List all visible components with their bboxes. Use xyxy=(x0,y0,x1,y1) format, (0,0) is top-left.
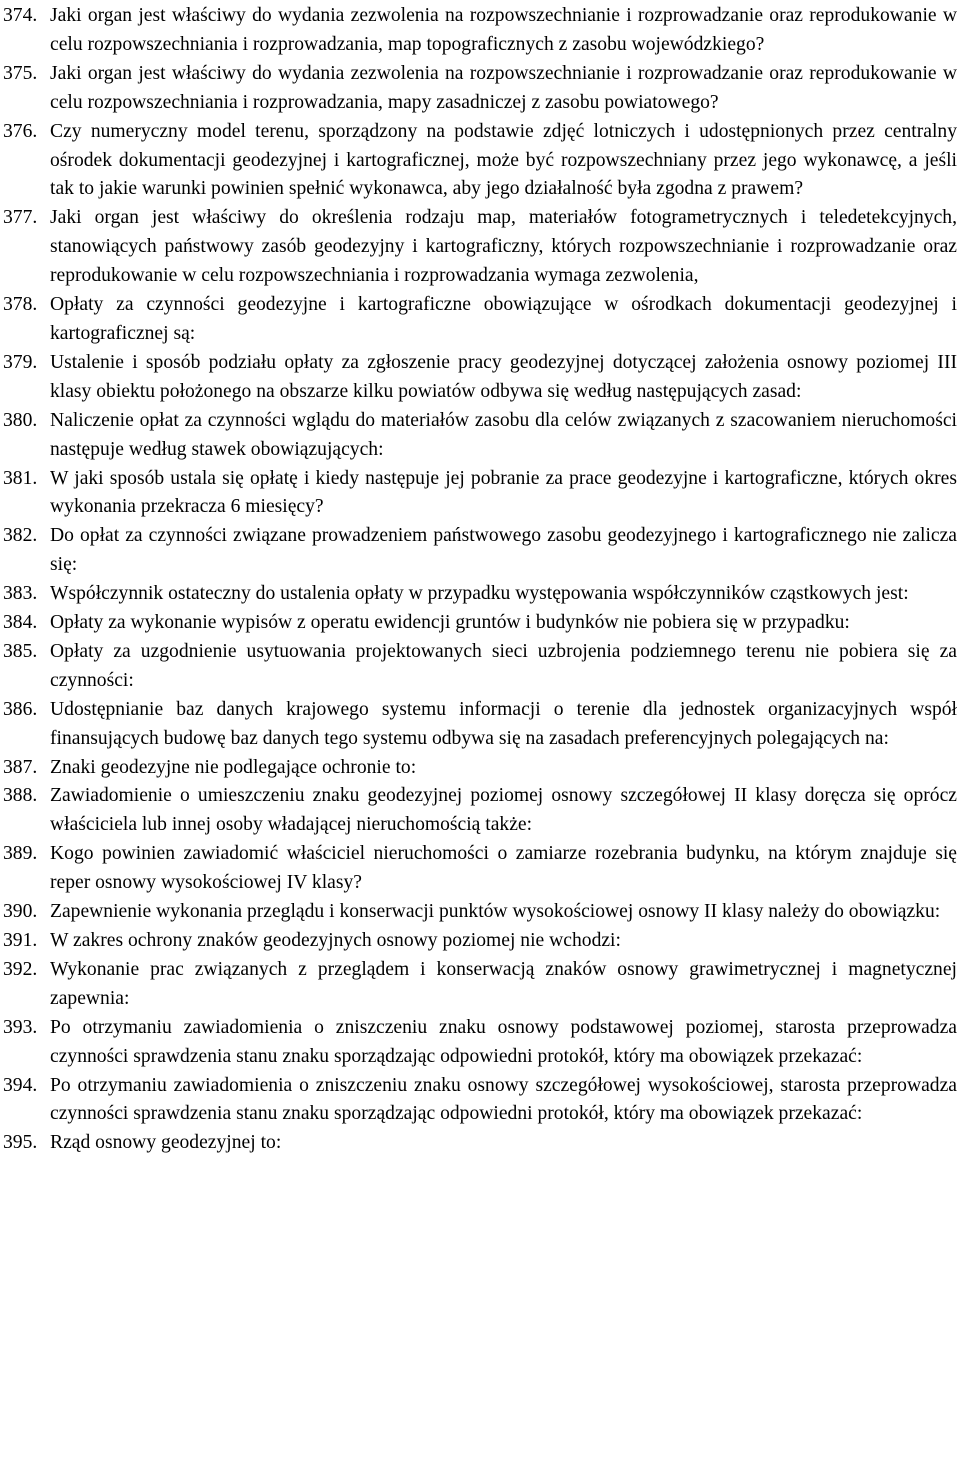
question-item xyxy=(3,840,957,898)
question-number: 379. xyxy=(3,351,38,373)
question-text: Jaki organ jest właściwy do wydania zezwolenia na rozpowszechnianie i rozprowadzanie oraz reprodukowanie w celu rozpowszechniania i rozprowadzania, mapy zasadniczej z zasobu powiatowego? xyxy=(50,62,957,113)
question-text: Zawiadomienie o umieszczeniu znaku geodezyjnej poziomej osnowy szczegółowej II klasy doręcza się oprócz właściciela lub innej osoby władającej nieruchomością także: xyxy=(50,785,957,836)
question-item xyxy=(3,754,957,783)
question-number: 394. xyxy=(3,1074,38,1096)
question-item xyxy=(3,1129,957,1158)
question-text: Znaki geodezyjne nie podlegające ochronie to: xyxy=(50,756,417,778)
question-number: 376. xyxy=(3,120,38,142)
question-number: 385. xyxy=(3,640,38,662)
question-text: Rząd osnowy geodezyjnej to: xyxy=(50,1132,282,1154)
question-text: Kogo powinien zawiadomić właściciel nieruchomości o zamiarze rozebrania budynku, na którym znajduje się reper osnowy wysokościowej IV klasy? xyxy=(50,843,957,894)
question-number: 386. xyxy=(3,698,38,720)
question-text: Wykonanie prac związanych z przeglądem i konserwacją znaków osnowy grawimetrycznej i magnetycznej zapewnia: xyxy=(50,958,957,1009)
question-text: Współczynnik ostateczny do ustalenia opłaty w przypadku występowania współczynników cząstkowych jest: xyxy=(50,583,909,605)
question-text: Jaki organ jest właściwy do wydania zezwolenia na rozpowszechnianie i rozprowadzanie oraz reprodukowanie w celu rozpowszechniania i rozprowadzania, map topograficznych z zasobu wojewódzkiego? xyxy=(50,5,957,55)
question-text: Do opłat za czynności związane prowadzeniem państwowego zasobu geodezyjnego i kartograficznego nie zalicza się: xyxy=(50,525,957,576)
question-item xyxy=(3,1072,957,1130)
question-number: 395. xyxy=(3,1132,38,1154)
question-item xyxy=(3,609,957,638)
question-number: 388. xyxy=(3,785,38,807)
question-number: 391. xyxy=(3,930,38,951)
question-number: 392. xyxy=(3,958,38,980)
question-item xyxy=(3,60,957,118)
question-item xyxy=(3,927,957,956)
question-item xyxy=(3,2,957,60)
question-number: 377. xyxy=(3,207,38,229)
question-item xyxy=(3,898,957,927)
question-text: Po otrzymaniu zawiadomienia o zniszczeniu znaku osnowy szczegółowej wysokościowej, starosta przeprowadza czynności sprawdzenia stanu znaku sporządzając odpowiedni protokół, który ma obowiązek przekazać: xyxy=(50,1074,957,1125)
question-number: 382. xyxy=(3,525,38,547)
question-item xyxy=(3,638,957,696)
question-number: 375. xyxy=(3,62,38,84)
question-text: Zapewnienie wykonania przeglądu i konserwacji punktów wysokościowej osnowy II klasy należy do obowiązku: xyxy=(50,901,941,923)
question-text: Czy numeryczny model terenu, sporządzony na podstawie zdjęć lotniczych i udostępnionych przez centralny ośrodek dokumentacji geodezyjnej i kartograficznej, może być rozpowszechniany przez jego wykonawcę, a jeśli tak to jakie warunki powinien spełnić wykonawca, aby jego działalność była zgodna z prawem? xyxy=(50,120,957,200)
question-text: Opłaty za wykonanie wypisów z operatu ewidencji gruntów i budynków nie pobiera się w przypadku: xyxy=(50,612,850,634)
question-item xyxy=(3,349,957,407)
question-item xyxy=(3,522,957,580)
question-item xyxy=(3,291,957,349)
question-item xyxy=(3,580,957,609)
question-number: 381. xyxy=(3,467,38,489)
question-number: 374. xyxy=(3,5,38,26)
question-item xyxy=(3,696,957,754)
question-number: 384. xyxy=(3,612,38,634)
question-item xyxy=(3,782,957,840)
question-text: Opłaty za czynności geodezyjne i kartograficzne obowiązujące w ośrodkach dokumentacji geodezyjnej i kartograficznej są: xyxy=(50,294,957,344)
question-number: 380. xyxy=(3,409,38,431)
question-number: 389. xyxy=(3,843,38,865)
question-text: W zakres ochrony znaków geodezyjnych osnowy poziomej nie wchodzi: xyxy=(50,930,621,951)
question-text: Udostępnianie baz danych krajowego systemu informacji o terenie dla jednostek organizacyjnych współ finansujących budowę baz danych tego systemu odbywa się na zasadach preferencyjnych polegających na: xyxy=(50,698,957,749)
question-item xyxy=(3,465,957,523)
question-text: Ustalenie i sposób podziału opłaty za zgłoszenie pracy geodezyjnej dotyczącej założenia osnowy poziomej III klasy obiektu położonego na obszarze kilku powiatów odbywa się według następujących zasad: xyxy=(50,351,957,402)
question-number: 383. xyxy=(3,583,38,605)
question-item xyxy=(3,956,957,1014)
question-number: 390. xyxy=(3,901,38,923)
question-number: 387. xyxy=(3,756,38,778)
question-item xyxy=(3,1014,957,1072)
question-number: 378. xyxy=(3,294,38,316)
question-text: Naliczenie opłat za czynności wglądu do materiałów zasobu dla celów związanych z szacowaniem nieruchomości następuje według stawek obowiązujących: xyxy=(50,409,957,460)
question-item xyxy=(3,204,957,291)
question-number: 393. xyxy=(3,1016,38,1038)
question-text: Opłaty za uzgodnienie usytuowania projektowanych sieci uzbrojenia podziemnego terenu nie pobiera się za czynności: xyxy=(50,640,957,691)
question-item xyxy=(3,118,957,205)
question-item xyxy=(3,407,957,465)
question-text: Po otrzymaniu zawiadomienia o zniszczeniu znaku osnowy podstawowej poziomej, starosta przeprowadza czynności sprawdzenia stanu znaku sporządzając odpowiedni protokół, który ma obowiązek przekazać: xyxy=(50,1016,957,1067)
question-text: W jaki sposób ustala się opłatę i kiedy następuje jej pobranie za prace geodezyjne i kartograficzne, których okres wykonania przekracza 6 miesięcy? xyxy=(50,467,957,518)
question-text: Jaki organ jest właściwy do określenia rodzaju map, materiałów fotogrametrycznych i teledetekcyjnych, stanowiących państwowy zasób geodezyjny i kartograficzny, których rozpowszechnianie i rozprowadzanie oraz reprodukowanie w celu rozpowszechniania i rozprowadzania wymaga zezwolenia, xyxy=(50,207,957,287)
